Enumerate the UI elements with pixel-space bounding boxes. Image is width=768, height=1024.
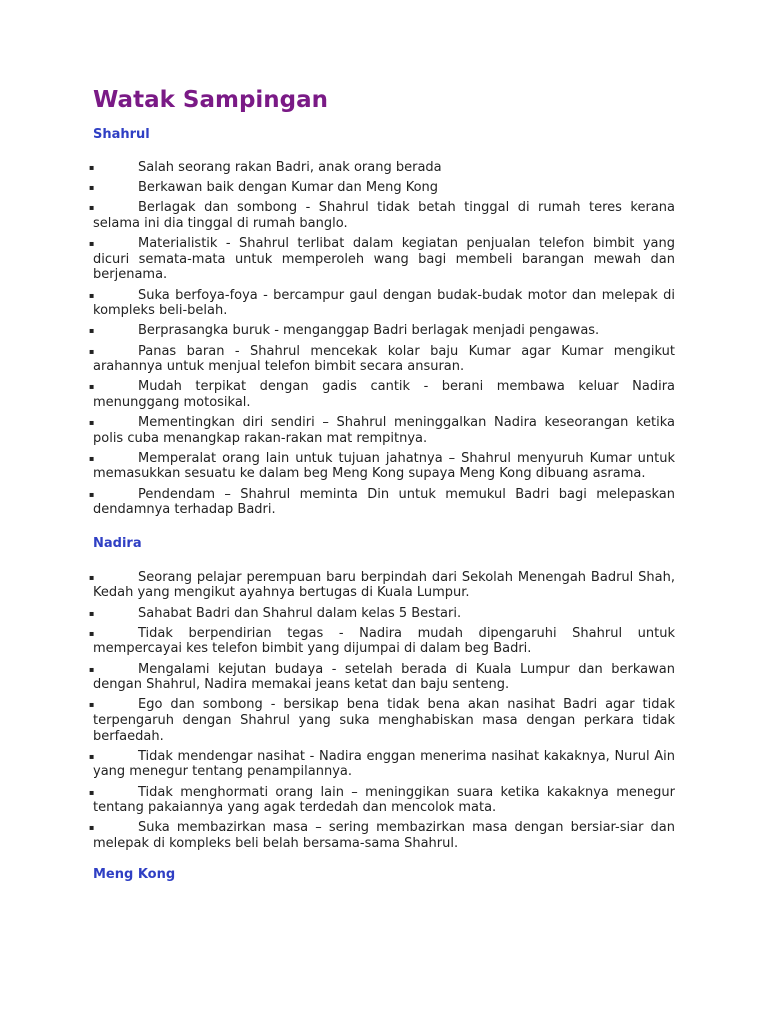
bullet-icon: ▪ [89,628,95,638]
section-heading-nadira: Nadira [93,535,142,551]
list-item: ▪ Suka berfoya-foya - bercampur gaul dengan budak-budak motor dan melepak di kompleks beli-belah. [89,287,675,319]
list-item: ▪ Sahabat Badri dan Shahrul dalam kelas 5 Bestari. [89,605,462,621]
list-item: ▪ Materialistik - Shahrul terlibat dalam kegiatan penjualan telefon bimbit yang dicuri semata-mata untuk memperoleh wang bagi membeli barangan mewah dan berjenama. [89,236,675,283]
bullet-list-nadira [89,569,675,852]
list-item: ▪ Memperalat orang lain untuk tujuan jahatnya – Shahrul menyuruh Kumar untuk memasukkan sesuatu ke dalam beg Meng Kong supaya Meng Kong dibuang asrama. [89,450,675,482]
list-item: ▪ Berkawan baik dengan Kumar dan Meng Kong [89,180,439,196]
section-heading-shahrul: Shahrul [93,127,150,142]
bullet-icon: ▪ [89,489,95,499]
list-item: ▪ Salah seorang rakan Badri, anak orang berada [89,160,442,175]
bullet-list-shahrul [89,160,675,518]
bullet-icon: ▪ [89,382,95,392]
list-item: ▪ Pendendam – Shahrul meminta Din untuk memukul Badri bagi melepaskan dendamnya terhadap Badri. [89,486,675,518]
list-item: ▪ Suka membazirkan masa – sering membazirkan masa dengan bersiar-siar dan melepak di kompleks beli belah bersama-sama Shahrul. [89,820,675,851]
bullet-icon: ▪ [89,239,95,249]
list-item: ▪ Ego dan sombong - bersikap bena tidak bena akan nasihat Badri agar tidak terpengaruh dengan Shahrul yang suka menghabiskan masa dengan perkara tidak berfaedah. [89,697,675,744]
bullet-icon: ▪ [89,664,95,674]
bullet-icon: ▪ [89,787,95,797]
list-item: ▪ Mengalami kejutan budaya - setelah berada di Kuala Lumpur dan berkawan dengan Shahrul, Nadira memakai jeans ketat dan baju senteng. [89,661,675,693]
section-heading-meng-kong: Meng Kong [93,867,176,883]
list-item: ▪ Tidak menghormati orang lain – meninggikan suara ketika kakaknya menegur tentang pakaiannya yang agak terdedah dan mencolok mata. [89,784,675,816]
bullet-icon: ▪ [89,326,95,336]
bullet-icon: ▪ [89,823,95,833]
bullet-icon: ▪ [89,163,95,172]
bullet-icon: ▪ [89,183,95,193]
bullet-icon: ▪ [89,346,95,356]
list-item: ▪ Tidak mendengar nasihat - Nadira enggan menerima nasihat kakaknya, Nurul Ain yang menegur tentang penampilannya. [89,748,675,780]
list-item: ▪ Mudah terpikat dengan gadis cantik - berani membawa keluar Nadira menunggang motosikal. [89,379,675,410]
list-item: ▪ Berprasangka buruk - menganggap Badri berlagak menjadi pengawas. [89,323,600,339]
bullet-icon: ▪ [89,572,95,582]
list-item: ▪ Tidak berpendirian tegas - Nadira mudah dipengaruhi Shahrul untuk mempercayai kes telefon bimbit yang dijumpai di dalam beg Badri. [89,625,675,657]
bullet-icon: ▪ [89,203,95,213]
list-item: ▪ Berlagak dan sombong - Shahrul tidak betah tinggal di rumah teres kerana selama ini dia tinggal di rumah banglo. [89,200,675,231]
list-item: ▪ Seorang pelajar perempuan baru berpindah dari Sekolah Menengah Badrul Shah, Kedah yang mengikut ayahnya bertugas di Kuala Lumpur. [89,569,675,601]
bullet-icon: ▪ [89,608,95,618]
document-page [89,86,675,883]
bullet-icon: ▪ [89,751,95,761]
list-item: ▪ Mementingkan diri sendiri – Shahrul meninggalkan Nadira keseorangan ketika polis cuba menangkap rakan-rakan mat rempitnya. [89,415,675,446]
bullet-icon: ▪ [89,700,95,710]
bullet-icon: ▪ [89,453,95,463]
document-title: Watak Sampingan [93,87,329,113]
bullet-icon: ▪ [89,418,95,428]
list-item: ▪ Panas baran - Shahrul mencekak kolar baju Kumar agar Kumar mengikut arahannya untuk menjual telefon bimbit secara ansuran. [89,343,675,375]
bullet-icon: ▪ [89,290,95,300]
